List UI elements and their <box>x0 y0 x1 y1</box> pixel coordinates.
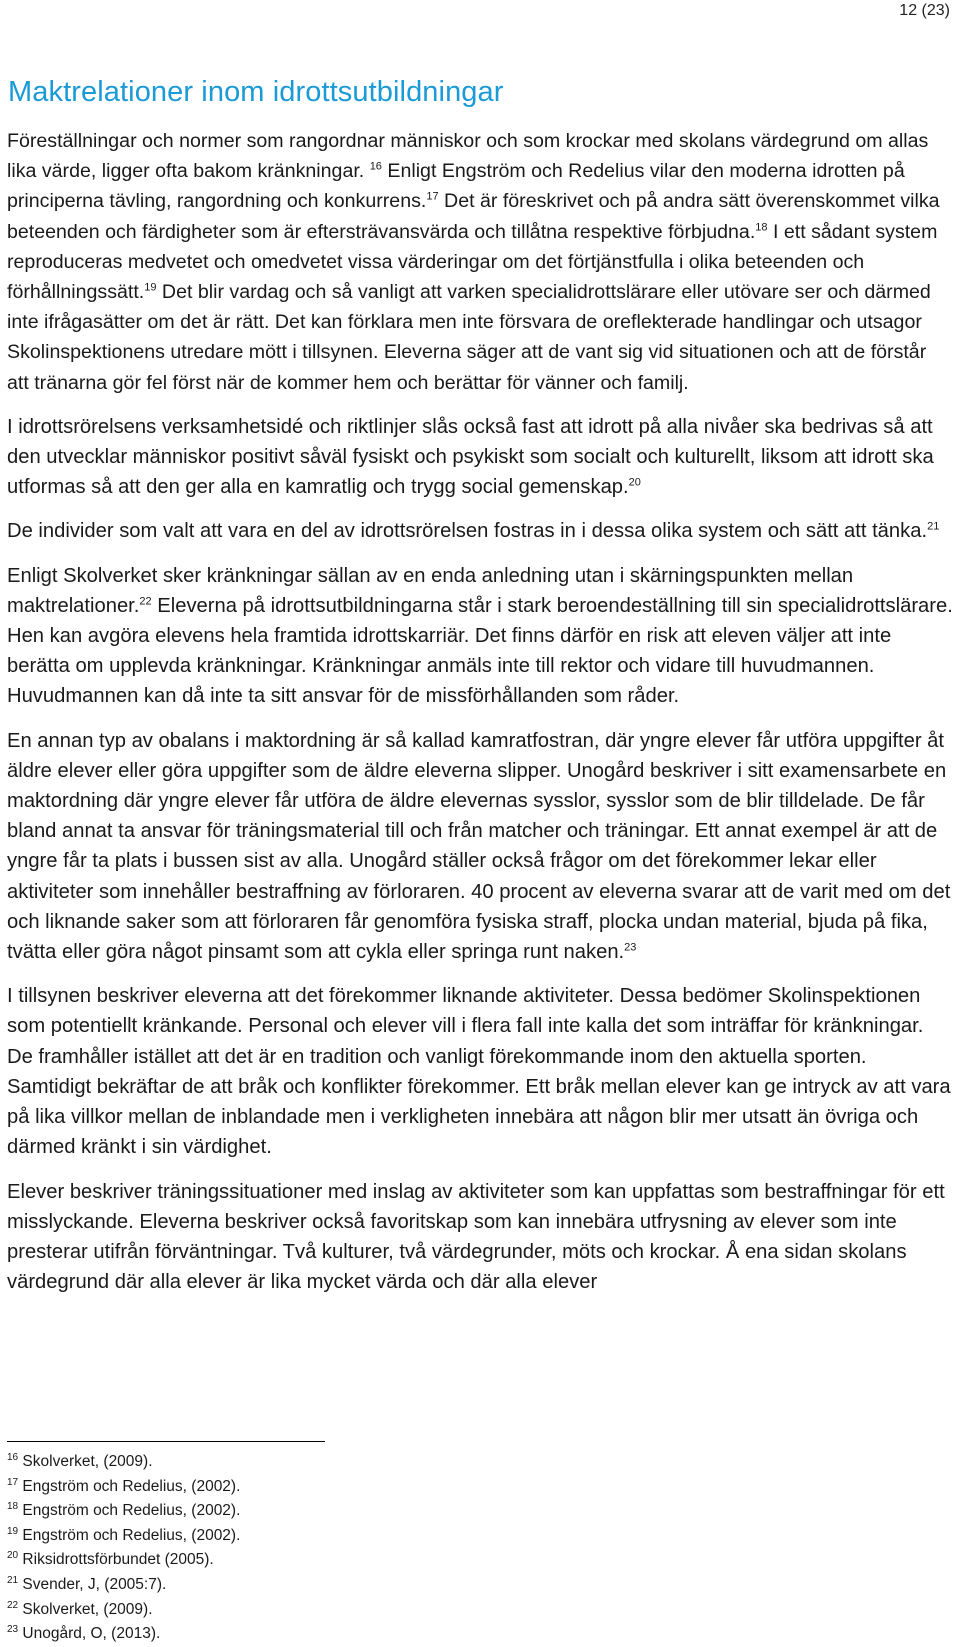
paragraph-text: I ett sådant system reproduceras medvetet och omedvetet vissa värderingar om det förtjänstfulla i olika beteenden och förhållningssätt. <box>7 220 938 304</box>
paragraph <box>7 1177 953 1298</box>
paragraph <box>7 981 953 1162</box>
footnote <box>7 1450 907 1475</box>
footnote-reference: 21 <box>927 520 940 533</box>
footnote-number: 16 <box>7 1451 19 1463</box>
paragraph-text: I idrottsrörelsens verksamhetsidé och riktlinjer slås också fast att idrott på alla nivåer ska bedrivas så att den utvecklar människor positivt såväl fysiskt och psykiskt som socialt och kulturellt, liksom att idrott ska utformas så att den ger alla en kamratlig och trygg social gemenskap. <box>7 415 934 499</box>
footnote-reference: 16 <box>369 160 382 173</box>
footnote-text: Skolverket, (2009). <box>18 1453 153 1470</box>
footnote-reference: 23 <box>624 941 637 954</box>
footnote-number: 22 <box>7 1599 19 1611</box>
footnote <box>7 1573 907 1598</box>
paragraph <box>7 561 953 712</box>
footnote <box>7 1524 907 1549</box>
footnote-number: 20 <box>7 1550 19 1562</box>
section-heading: Maktrelationer inom idrottsutbildningar <box>8 76 504 108</box>
paragraph-text: De individer som valt att vara en del av idrottsrörelsen fostras in i dessa olika system och sätt att tänka. <box>7 520 928 543</box>
paragraph-text: I tillsynen beskriver eleverna att det förekommer liknande aktiviteter. Dessa bedömer Skolinspektionen som potentiellt kränkande. Personal och elever vill i flera fall inte kalla det som inträffar för kränkningar. De framhåller istället att det är en tradition och vanligt förekommande inom den aktuella sporten. Samtidigt bekräftar de att bråk och konflikter förekommer. Ett bråk mellan elever kan ge intryck av att vara på lika villkor mellan de inblandade men i verkligheten innebära att någon blir mer utsatt än övriga och därmed kränkt i sin värdighet. <box>7 985 951 1159</box>
paragraph-text: Föreställningar och normer som rangordnar människor och som krockar med skolans värdegrund om allas lika värde, ligger ofta bakom kränkningar. <box>7 130 929 183</box>
body-text <box>7 126 953 1311</box>
footnote-text: Skolverket, (2009). <box>18 1600 153 1618</box>
footnote-reference: 22 <box>139 595 152 608</box>
paragraph-text: Eleverna på idrottsutbildningarna står i stark beroendeställning till sin specialidrottslärare. Hen kan avgöra elevens hela framtida idrottskarriär. Det finns därför en risk att eleven väljer att inte berätta om upplevda kränkningar. Kränkningar anmäls inte till rektor och vidare till huvudmannen. Huvudmannen kan då inte ta sitt ansvar för de missförhållanden som råder. <box>7 594 953 708</box>
footnote-text: Engström och Redelius, (2002). <box>18 1526 241 1544</box>
footnote-reference: 19 <box>144 281 157 294</box>
footnote-reference: 18 <box>755 221 768 234</box>
paragraph-text: En annan typ av obalans i maktordning är så kallad kamratfostran, där yngre elever får utföra uppgifter åt äldre elever eller göra uppgifter som de äldre eleverna slipper. Unogård beskriver i sitt examensarbete en maktordning där yngre elever får utföra de äldre elevernas sysslor, sysslor som de blir tilldelade. De får bland annat ta ansvar för träningsmaterial till och från matcher och träningar. Ett annat exempel är att de yngre får ta plats i bussen sist av alla. Unogård ställer också frågor om det förekommer lekar eller aktiviteter som innehåller bestraffning av förloraren. 40 procent av eleverna svarar att de varit med om det och liknande saker som att förloraren får genomföra fysiska straff, plocka undan material, bjuda på fika, tvätta eller göra något pinsamt som att cykla eller springa runt naken. <box>7 729 951 964</box>
paragraph-text: Elever beskriver träningssituationer med inslag av aktiviteter som kan uppfattas som bestraffningar för ett misslyckande. Eleverna beskriver också favoritskap som kan innebära utfrysning av elever som inte presterar utifrån förväntningar. Två kulturer, två värdegrunder, möts och krockar. Å ena sidan skolans värdegrund där alla elever är lika mycket värda och där alla elever <box>7 1180 945 1294</box>
footnote-number: 19 <box>7 1525 19 1537</box>
footnote <box>7 1598 907 1623</box>
footnote <box>7 1475 907 1500</box>
paragraph <box>7 126 953 398</box>
paragraph-text: Det är föreskrivet och på andra sätt överenskommet vilka beteenden och färdigheter som är eftersträvansvärda och tillåtna respektive förbjudna. <box>7 190 940 243</box>
footnote-reference: 20 <box>628 476 641 489</box>
paragraph <box>7 726 953 968</box>
footnotes <box>7 1450 907 1647</box>
footnote-number: 21 <box>7 1574 19 1586</box>
footnote-text: Engström och Redelius, (2002). <box>18 1477 241 1495</box>
footnote <box>7 1499 907 1524</box>
footnote-text: Unogård, O, (2013). <box>18 1625 161 1643</box>
paragraph <box>7 412 953 503</box>
footnote-separator <box>7 1441 325 1442</box>
footnote-reference: 17 <box>426 190 439 203</box>
footnote-number: 17 <box>7 1476 19 1488</box>
footnote-number: 18 <box>7 1501 19 1513</box>
footnote-text: Riksidrottsförbundet (2005). <box>18 1551 214 1569</box>
paragraph-text: Det blir vardag och så vanligt att varken specialidrottslärare eller utövare ser och därmed inte ifrågasätter om det är rätt. Det kan förklara men inte försvara de oreflekterade handlingar och utsagor Skolinspektionens utredare mött i tillsynen. Eleverna säger att de vant sig vid situationen och att de förstår att tränarna gör fel först när de kommer hem och berättar för vänner och familj. <box>7 281 931 394</box>
paragraph-text: Enligt Skolverket sker kränkningar sällan av en enda anledning utan i skärningspunkten mellan maktrelationer. <box>7 564 854 617</box>
footnote <box>7 1548 907 1573</box>
footnote-number: 23 <box>7 1624 19 1635</box>
footnote-text: Engström och Redelius, (2002). <box>18 1502 241 1520</box>
footnote-text: Svender, J, (2005:7). <box>18 1575 167 1593</box>
footnote <box>7 1622 907 1647</box>
paragraph <box>7 516 953 546</box>
page-number: 12 (23) <box>899 2 950 19</box>
paragraph-text: Enligt Engström och Redelius vilar den moderna idrotten på principerna tävling, rangordning och konkurrens. <box>7 160 905 213</box>
